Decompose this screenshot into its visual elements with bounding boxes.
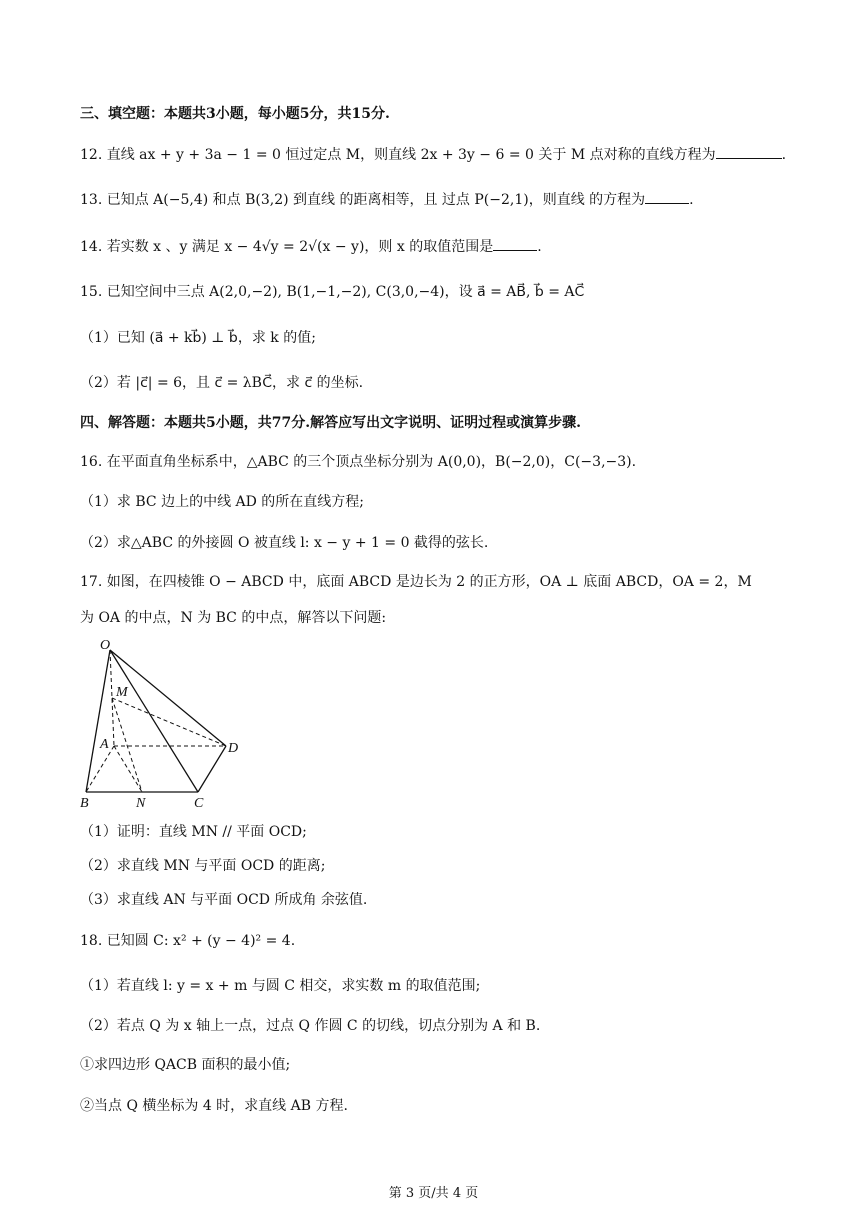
question-18-subpart-2: ②当点 Q 横坐标为 4 时，求直线 AB 方程. [80,1098,348,1114]
label-O: O [100,638,111,653]
edge-OC [110,650,198,792]
question-17-part-3: （3）求直线 AN 与平面 OCD 所成角 余弦值. [80,892,368,908]
section-title-fill-in: 三、填空题：本题共3小题，每小题5分，共15分. [80,106,390,122]
question-15-part-1: （1）已知 (a⃗ + kb⃗) ⊥ b⃗，求 k 的值; [80,330,316,346]
label-A: A [100,737,109,752]
question-14: 14. 若实数 x 、y 满足 x − 4√y = 2√(x − y)，则 x 的取值范围是 . [80,236,542,257]
label-M: M [116,685,128,700]
segment-MN-hidden [112,698,142,792]
question-14-text: 14. 若实数 x 、y 满足 x − 4√y = 2√(x − y)，则 x 的取值范围是 [80,239,494,255]
question-18-subpart-1: ①求四边形 QACB 面积的最小值; [80,1057,291,1073]
question-16-stem: 16. 在平面直角坐标系中，△ABC 的三个顶点坐标分别为 A(0,0)，B(−2,0)，C(−3,−3). [80,454,637,470]
label-C: C [194,796,204,811]
section-title-answer: 四、解答题：本题共5小题，共77分.解答应写出文字说明、证明过程或演算步骤. [80,415,581,431]
edge-CD [198,746,226,792]
question-16-part-2: （2）求△ABC 的外接圆 O 被直线 l: x − y + 1 = 0 截得的弦长. [80,535,489,551]
question-12-text: 12. 直线 ax + y + 3a − 1 = 0 恒过定点 M，则直线 2x + 3y − 6 = 0 关于 M 点对称的直线方程为 [80,147,716,163]
question-17-stem-line-1: 17. 如图，在四棱锥 O − ABCD 中，底面 ABCD 是边长为 2 的正方形，OA ⊥ 底面 ABCD，OA = 2，M [80,574,752,590]
answer-blank-14 [493,236,537,251]
pyramid-figure [76,636,246,812]
label-B: B [80,796,89,811]
question-12: 12. 直线 ax + y + 3a − 1 = 0 恒过定点 M，则直线 2x + 3y − 6 = 0 关于 M 点对称的直线方程为 . [80,144,786,165]
question-17-part-1: （1）证明：直线 MN // 平面 OCD; [80,824,307,840]
answer-blank-13 [645,189,689,204]
question-17-stem-line-2: 为 OA 的中点，N 为 BC 的中点，解答以下问题: [80,610,387,626]
edge-OB [86,650,110,792]
question-13: 13. 已知点 A(−5,4) 和点 B(3,2) 到直线 的距离相等，且 过点 P(−2,1)，则直线 的方程为 . [80,189,694,210]
question-18-stem: 18. 已知圆 C: x² + (y − 4)² = 4. [80,933,296,949]
answer-blank-12 [716,144,782,159]
page-footer: 第 3 页/共 4 页 [388,1186,479,1201]
question-15-stem: 15. 已知空间中三点 A(2,0,−2), B(1,−1,−2), C(3,0,−4)，设 a⃗ = AB⃗, b⃗ = AC⃗ [80,284,585,300]
label-N: N [136,796,146,811]
question-15-part-2: （2）若 |c⃗| = 6，且 c⃗ = λBC⃗，求 c⃗ 的坐标. [80,375,364,391]
question-13-text: 13. 已知点 A(−5,4) 和点 B(3,2) 到直线 的距离相等，且 过点 P(−2,1)，则直线 的方程为 [80,192,646,208]
question-18-part-1: （1）若直线 l: y = x + m 与圆 C 相交，求实数 m 的取值范围; [80,978,481,994]
question-18-part-2: （2）若点 Q 为 x 轴上一点，过点 Q 作圆 C 的切线，切点分别为 A 和 B. [80,1018,541,1034]
segment-AN-hidden [114,746,142,792]
question-17-part-2: （2）求直线 MN 与平面 OCD 的距离; [80,858,326,874]
segment-MD-hidden [112,698,226,746]
question-16-part-1: （1）求 BC 边上的中线 AD 的所在直线方程; [80,494,365,510]
label-D: D [228,741,239,756]
